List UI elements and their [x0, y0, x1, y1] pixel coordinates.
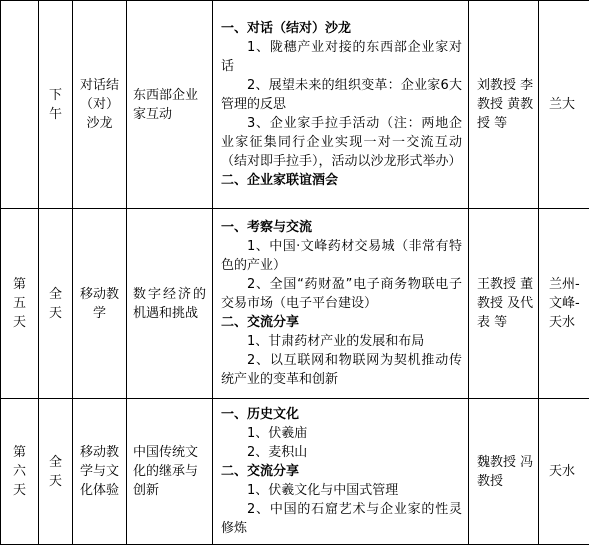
content-line: 1、中国·文峰药材交易城（非常有特色的产业） [221, 239, 462, 273]
teacher-label: 刘教授 李教授 黄教授 等 [477, 78, 534, 131]
table-row [1, 1, 589, 209]
form-label: 对话结（对）沙龙 [79, 78, 119, 131]
topic-label: 数字经济的机遇和挑战 [133, 286, 206, 321]
content-line: 1、伏羲庙 [247, 426, 308, 441]
content-line: 2、中国的石窟艺术与企业家的性灵修炼 [221, 502, 462, 536]
place-cell [539, 209, 589, 399]
section-heading: 一、历史文化 [221, 407, 300, 422]
content-line: 2、以互联网和物联网为契机推动传统产业的变革和创新 [221, 353, 462, 387]
section-heading: 二、交流分享 [221, 315, 300, 330]
place-label: 天水 [549, 464, 576, 479]
form-cell [73, 209, 127, 399]
content-line: 1、伏羲文化与中国式管理 [247, 483, 399, 498]
topic-label: 东西部企业家互动 [133, 87, 199, 122]
topic-cell [127, 1, 213, 209]
topic-label: 中国传统文化的继承与创新 [133, 445, 199, 498]
content-line: 2、展望未来的组织变革：企业家6大管理的反思 [221, 78, 462, 112]
teacher-label: 王教授 董教授 及代表 等 [477, 277, 534, 330]
table-row [1, 209, 589, 399]
time-label: 下午 [48, 87, 62, 122]
form-cell [73, 1, 127, 209]
day-cell [1, 399, 39, 545]
day-cell [1, 1, 39, 209]
form-label: 移动教学 [79, 286, 119, 321]
content-line: 2、麦积山 [247, 445, 308, 460]
section-heading: 一、考察与交流 [221, 220, 313, 235]
table-row [1, 399, 589, 545]
day-label: 第五天 [12, 277, 26, 330]
day-label: 第六天 [12, 445, 26, 498]
time-cell [39, 1, 73, 209]
time-label: 全天 [48, 286, 62, 321]
teacher-cell [469, 1, 539, 209]
section-heading: 一、对话（结对）沙龙 [221, 21, 352, 36]
form-label: 移动教学与文化体验 [79, 445, 119, 498]
place-cell [539, 399, 589, 545]
day-cell [1, 209, 39, 399]
content-line: 1、甘肃药材产业的发展和布局 [247, 334, 425, 349]
form-cell [73, 399, 127, 545]
time-label: 全天 [48, 454, 62, 489]
content-cell [213, 399, 469, 545]
place-label: 兰州-文峰-天水 [549, 277, 580, 330]
content-cell [213, 1, 469, 209]
topic-cell [127, 399, 213, 545]
time-cell [39, 209, 73, 399]
section-heading: 二、企业家联谊酒会 [221, 173, 339, 188]
content-line: 2、全国“药财盈”电子商务物联电子交易市场（电子平台建设） [221, 277, 462, 311]
content-line: 1、陇穗产业对接的东西部企业家对话 [221, 40, 462, 74]
content-cell [213, 209, 469, 399]
teacher-label: 魏教授 冯教授 [477, 454, 534, 489]
content-line: 3、企业家手拉手活动（注：两地企业家征集同行企业实现一对一交流互动（结对即手拉手），活动以沙龙形式举办） [221, 116, 462, 169]
teacher-cell [469, 209, 539, 399]
teacher-cell [469, 399, 539, 545]
place-cell [539, 1, 589, 209]
place-label: 兰大 [549, 97, 576, 112]
section-heading: 二、交流分享 [221, 464, 300, 479]
time-cell [39, 399, 73, 545]
topic-cell [127, 209, 213, 399]
